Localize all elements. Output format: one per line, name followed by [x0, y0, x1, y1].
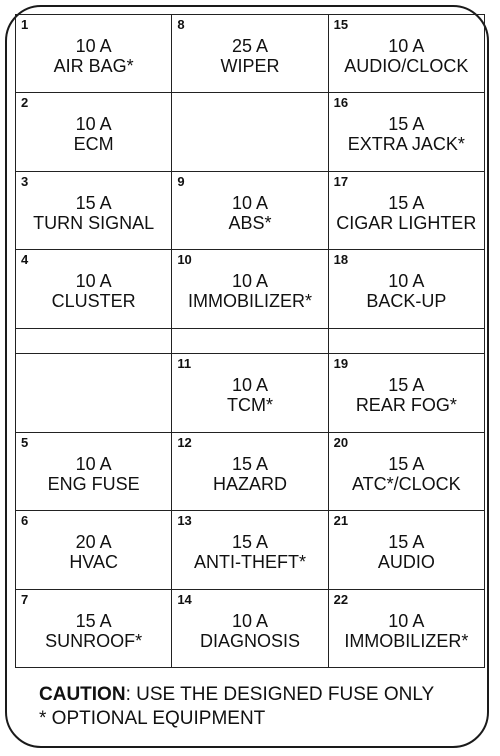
fuse-circuit: IMMOBILIZER* [344, 630, 469, 651]
fuse-slot-3 [16, 172, 172, 250]
fuse-number: 20 [333, 435, 349, 450]
spacer-cell [172, 329, 328, 354]
fuse-slot-4 [16, 250, 172, 329]
fuse-number: 3 [21, 174, 29, 189]
fuse-rating: 15 A [388, 114, 425, 134]
fuse-slot-22 [329, 590, 485, 668]
fuse-circuit: ENG FUSE [47, 473, 140, 494]
fuse-row [16, 590, 485, 668]
fuse-circuit: HAZARD [212, 473, 287, 494]
fuse-circuit: AUDIO/CLOCK [344, 55, 469, 76]
fuse-slot-19 [329, 354, 485, 433]
fuse-circuit: CIGAR LIGHTER [336, 212, 477, 233]
fuse-rating: 10 A [231, 271, 269, 291]
fuse-rating: 10 A [388, 610, 425, 631]
fuse-slot-empty [172, 93, 328, 172]
fuse-rating: 10 A [75, 35, 112, 56]
fuse-circuit: EXTRA JACK* [347, 134, 465, 154]
fuse-row-spacer [16, 329, 485, 354]
fuse-number: 14 [177, 592, 192, 607]
fuse-row [16, 433, 485, 511]
fuse-number: 22 [333, 592, 349, 607]
fuse-rating: 15 A [388, 532, 425, 552]
fuse-slot-10 [172, 250, 328, 329]
fuse-rating: 15 A [75, 610, 112, 631]
fuse-circuit: SUNROOF* [45, 630, 143, 651]
fuse-circuit: ATC*/CLOCK [351, 473, 461, 494]
fuse-circuit: IMMOBILIZER* [187, 291, 312, 311]
fuse-slot-1 [16, 15, 172, 93]
fuse-number: 4 [21, 252, 29, 267]
fuse-circuit: AIR BAG* [53, 55, 134, 76]
caution-note [39, 683, 434, 731]
fuse-number: 1 [21, 17, 29, 32]
fuse-rating: 10 A [388, 271, 425, 291]
fuse-number: 9 [177, 174, 185, 189]
fuse-rating: 10 A [231, 610, 269, 631]
fuse-row [16, 354, 485, 433]
fuse-number: 10 [177, 252, 192, 267]
fuse-number: 21 [333, 513, 349, 528]
caution-label: CAUTION [39, 684, 126, 705]
fuse-slot-16 [329, 93, 485, 172]
fuse-number: 7 [21, 592, 29, 607]
fuse-slot-18 [329, 250, 485, 329]
fuse-rating: 15 A [75, 192, 112, 213]
fuse-rating: 10 A [231, 375, 269, 395]
fuse-rating: 10 A [75, 453, 112, 474]
fuse-slot-6 [16, 511, 172, 590]
fuse-number: 15 [333, 17, 349, 32]
fuse-number: 19 [333, 356, 349, 371]
fuse-circuit: ANTI-THEFT* [193, 552, 306, 572]
fuse-rating: 15 A [388, 375, 425, 395]
fuse-circuit: DIAGNOSIS [199, 630, 300, 651]
fuse-rating: 10 A [231, 192, 269, 213]
fuse-slot-14 [172, 590, 328, 668]
caution-line [39, 683, 434, 707]
fuse-circuit: REAR FOG* [355, 395, 457, 415]
fuse-row [16, 93, 485, 172]
fuse-grid [15, 14, 485, 668]
fuse-slot-17 [329, 172, 485, 250]
fuse-circuit: ECM [73, 134, 114, 154]
fuse-number: 5 [21, 435, 29, 450]
fuse-rating: 10 A [75, 114, 112, 134]
fuse-slot-15 [329, 15, 485, 93]
fuse-slot-7 [16, 590, 172, 668]
fuse-number: 13 [177, 513, 192, 528]
fuse-rating: 15 A [388, 192, 425, 213]
fuse-circuit: TURN SIGNAL [33, 212, 155, 233]
fuse-rating: 25 A [231, 35, 269, 56]
fuse-slot-2 [16, 93, 172, 172]
fuse-number: 16 [333, 95, 349, 110]
fuse-row [16, 172, 485, 250]
fuse-number: 2 [21, 95, 29, 110]
fuse-circuit: WIPER [220, 55, 280, 76]
fuse-row [16, 15, 485, 93]
fuse-slot-21 [329, 511, 485, 590]
fuse-rating: 15 A [231, 532, 269, 552]
fuse-number: 18 [333, 252, 349, 267]
fuse-slot-5 [16, 433, 172, 511]
fuse-slot-8 [172, 15, 328, 93]
spacer-cell [16, 329, 172, 354]
fuse-slot-11 [172, 354, 328, 433]
fuse-rating: 20 A [75, 532, 112, 552]
fuse-number: 17 [333, 174, 349, 189]
optional-equipment-note: * OPTIONAL EQUIPMENT [39, 708, 266, 729]
fuse-slot-9 [172, 172, 328, 250]
fuse-rating: 10 A [75, 271, 112, 291]
fuse-circuit: HVAC [69, 552, 118, 572]
fuse-rating: 15 A [231, 453, 269, 474]
fuse-number: 6 [21, 513, 29, 528]
fuse-rating: 15 A [388, 453, 425, 474]
fuse-number: 8 [177, 17, 185, 32]
fuse-circuit: AUDIO [377, 552, 435, 572]
fuse-number: 11 [177, 356, 192, 371]
fuse-slot-13 [172, 511, 328, 590]
fuse-circuit: ABS* [228, 212, 272, 233]
caution-text: : USE THE DESIGNED FUSE ONLY [125, 684, 435, 705]
fuse-circuit: BACK-UP [366, 291, 447, 311]
fuse-circuit: CLUSTER [51, 291, 136, 311]
spacer-cell [329, 329, 485, 354]
fuse-slot-12 [172, 433, 328, 511]
fuse-row [16, 511, 485, 590]
fuse-rating: 10 A [388, 35, 425, 56]
fuse-slot-20 [329, 433, 485, 511]
fuse-row [16, 250, 485, 329]
fuse-circuit: TCM* [226, 395, 273, 415]
fuse-number: 12 [177, 435, 192, 450]
fuse-slot-empty [16, 354, 172, 433]
